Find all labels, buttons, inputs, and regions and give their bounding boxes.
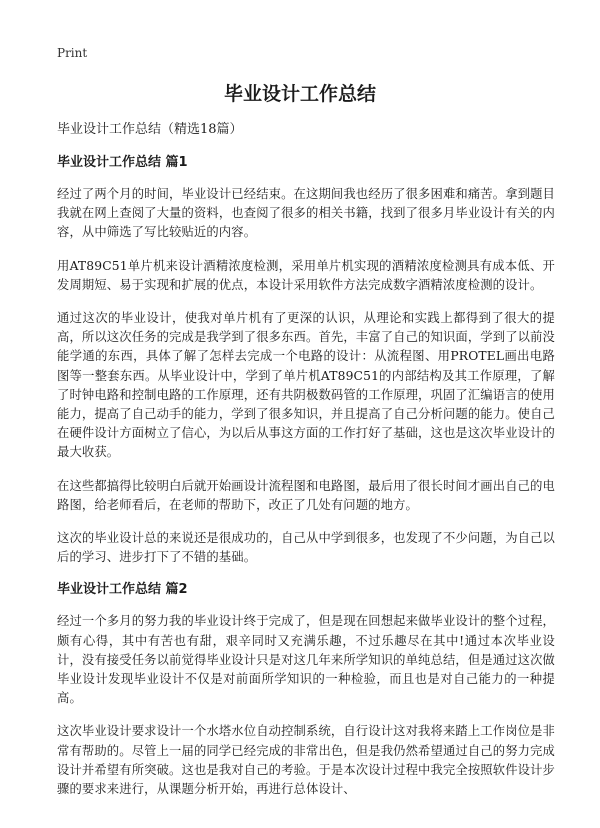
paragraph: 这次的毕业设计总的来说还是很成功的，自己从中学到很多，也发现了不少问题，为自己以后的学习、进步打下了不错的基础。 <box>57 531 555 565</box>
paragraph: 用AT89C51单片机来设计酒精浓度检测，采用单片机实现的酒精浓度检测具有成本低、开发周期短、易于实现和扩展的优点，本设计采用软件方法完成数字酒精浓度检测的设计。 <box>57 258 555 292</box>
paragraph: 经过一个多月的努力我的毕业设计终于完成了，但是现在回想起来做毕业设计的整个过程，颇有心得，其中有苦也有甜，艰辛同时又充满乐趣，不过乐趣尽在其中!通过本次毕业设计，没有接受任务以前觉得毕业设计只是对这几年来所学知识的单纯总结，但是通过这次做毕业设计发现毕业设计不仅是对前面所学知识的一种检验，而且也是对自己能力的一种提高。 <box>57 614 555 706</box>
document-subtitle: 毕业设计工作总结（精选18篇） <box>57 122 243 137</box>
document-body <box>57 121 555 813</box>
document-title: 毕业设计工作总结 <box>223 83 376 105</box>
paragraph: 在这些都搞得比较明白后就开始画设计流程图和电路图，最后用了很长时间才画出自己的电路图，给老师看后，在老师的帮助下，改正了几处有问题的地方。 <box>57 478 555 512</box>
section-1 <box>57 154 555 567</box>
paragraph: 通过这次的毕业设计，使我对单片机有了更深的认识，从理论和实践上都得到了很大的提高，所以这次任务的完成是我学到了很多东西。首先，丰富了自己的知识面，学到了以前没能学通的东西，具体了解了怎样去完成一个电路的设计：从流程图、用PROTEL画出电路图等一整套东西。从毕业设计中，学到了单片机AT89C51的内部结构及其工作原理，了解了时钟电路和控制电路的工作原理，还有共阴极数码管的工作原理，巩固了汇编语言的使用能力，提高了自己动手的能力，学到了很多知识，并且提高了自己分析问题的能力。使自己在硬件设计方面树立了信心，为以后从事这方面的工作打好了基础，这也是这次毕业设计的最大收获。 <box>57 311 555 460</box>
section-2 <box>57 581 555 799</box>
section-heading: 毕业设计工作总结 篇2 <box>57 582 188 598</box>
paragraph: 经过了两个月的时间，毕业设计已经结束。在这期间我也经历了很多困难和痛苦。拿到题目我就在网上查阅了大量的资料，也查阅了很多的相关书籍，找到了很多月毕业设计有关的内容，从中筛选了写比较贴近的内容。 <box>57 187 555 240</box>
paragraph: 这次毕业设计要求设计一个水塔水位自动控制系统，自行设计这对我将来踏上工作岗位是非常有帮助的。尽管上一届的同学已经完成的非常出色，但是我仍然希望通过自己的努力完成设计并希望有所突破。这也是我对自己的考验。于是本次设计过程中我完全按照软件设计步骤的要求来进行，从课题分析开始，再进行总体设计、 <box>57 724 555 797</box>
print-link[interactable]: Print <box>57 46 88 60</box>
section-heading: 毕业设计工作总结 篇1 <box>57 155 188 170</box>
